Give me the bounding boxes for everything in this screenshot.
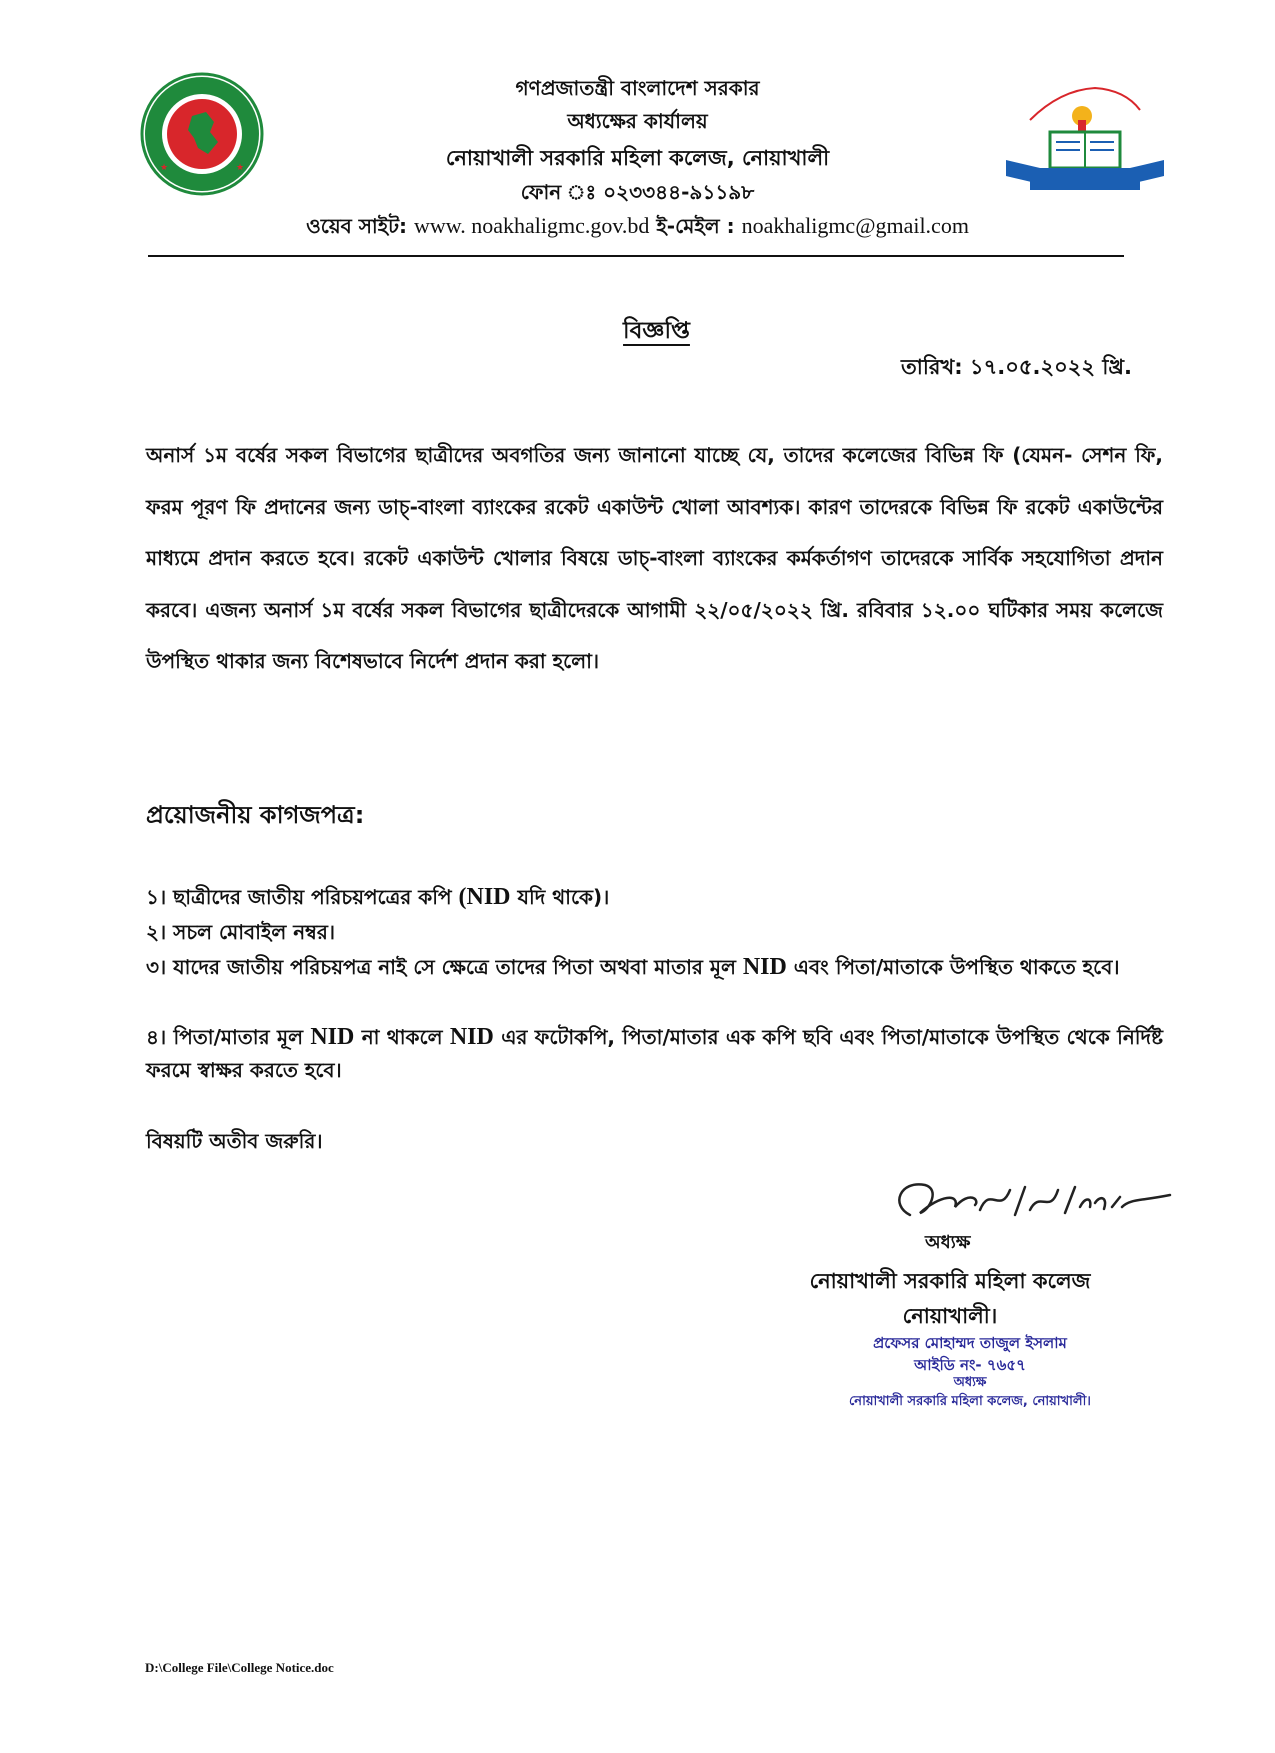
notice-title: বিজ্ঞপ্তি <box>623 318 690 344</box>
stamp-id: আইডি নং- ৭৬৫৭ <box>914 1356 1026 1374</box>
svg-text:★: ★ <box>160 163 169 173</box>
notice-date: তারিখ: ১৭.০৫.২০২২ খ্রি. <box>901 355 1132 379</box>
header-office-name: অধ্যক্ষের কার্যালয় <box>567 109 708 133</box>
email-link[interactable]: noakhaligmc@gmail.com <box>741 213 969 238</box>
notice-body: অনার্স ১ম বর্ষের সকল বিভাগের ছাত্রীদের অবগতির জন্য জানানো যাচ্ছে যে, তাদের কলেজের বিভিন্ন ফি (যেমন- সেশন ফি, ফরম পূরণ ফি প্রদানের জন্য ডাচ্-বাংলা ব্যাংকের রকেট একাউন্ট খোলা আবশ্যক। কারণ তাদেরকে বিভিন্ন ফি রকেট একাউন্টের মাধ্যমে প্রদান করতে হবে। রকেট একাউন্ট খোলার বিষয়ে ডাচ্-বাংলা ব্যাংকের কর্মকর্তাগণ তাদেরকে সার্বিক সহযোগিতা প্রদান করবে। এজন্য অনার্স ১ম বর্ষের সকল বিভাগের ছাত্রীদেরকে আগামী ২২/০৫/২০২২ খ্রি. রবিবার ১২.০০ ঘটিকার সময় কলেজে উপস্থিত থাকার জন্য বিশেষভাবে নির্দেশ প্রদান করা হলো। <box>146 443 1163 674</box>
stamp-title: অধ্যক্ষ <box>953 1375 987 1390</box>
stamp-college: নোয়াখালী সরকারি মহিলা কলেজ, নোয়াখালী। <box>849 1394 1091 1409</box>
stamp-name: প্রফেসর মোহাম্মদ তাজুল ইসলাম <box>873 1334 1067 1352</box>
email-label: ই-মেইল : <box>656 214 735 238</box>
header-divider <box>148 255 1124 257</box>
requirements-heading: প্রয়োজনীয় কাগজপত্র: <box>146 801 365 829</box>
svg-text:★: ★ <box>236 163 245 173</box>
requirement-item-4: ৪। পিতা/মাতার মূল NID না থাকলে NID এর ফটোকপি, পিতা/মাতার এক কপি ছবি এবং পিতা/মাতাকে উপস্থিত থেকে নির্দিষ্ট ফরমে স্বাক্ষর করতে হবে। <box>146 1024 1163 1082</box>
handwritten-signature <box>880 1175 1180 1235</box>
requirement-item-1: ১। ছাত্রীদের জাতীয় পরিচয়পত্রের কপি (NID যদি থাকে)। <box>146 884 610 910</box>
requirement-item-2: ২। সচল মোবাইল নম্বর। <box>146 920 336 944</box>
header-contact-line <box>0 212 1275 245</box>
requirement-item-3: ৩। যাদের জাতীয় পরিচয়পত্র নাই সে ক্ষেত্রে তাদের পিতা অথবা মাতার মূল NID এবং পিতা/মাতাকে উপস্থিত থাকতে হবে। <box>146 954 1120 980</box>
website-link[interactable]: www. noakhaligmc.gov.bd <box>413 213 650 238</box>
signatory-title: অধ্যক্ষ <box>925 1232 971 1253</box>
website-label: ওয়েব সাইট: <box>306 214 408 238</box>
header-government-name: গণপ্রজাতন্ত্রী বাংলাদেশ সরকার <box>515 76 760 100</box>
closing-note: বিষয়টি অতীব জরুরি। <box>146 1129 323 1153</box>
signatory-town: নোয়াখালী। <box>902 1304 998 1328</box>
header-college-name: নোয়াখালী সরকারি মহিলা কলেজ, নোয়াখালী <box>445 146 830 170</box>
file-path-footer: D:\College File\College Notice.doc <box>145 1660 334 1675</box>
header-phone: ফোন ঃ ০২৩৩৪৪-৯১১৯৮ <box>520 180 755 204</box>
signatory-college: নোয়াখালী সরকারি মহিলা কলেজ <box>809 1269 1091 1293</box>
